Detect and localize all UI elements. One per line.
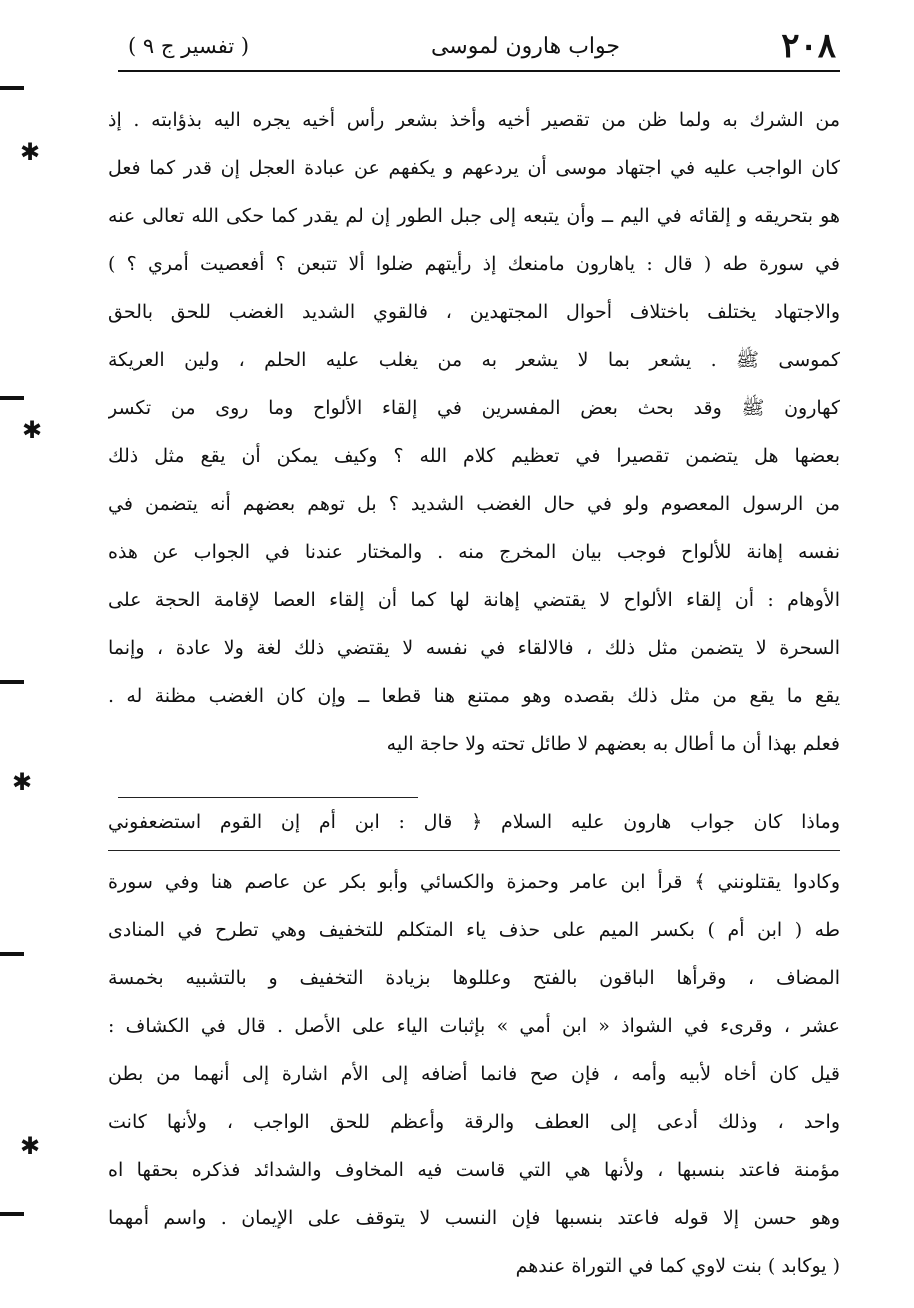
- commentary-section-1: [108, 96, 840, 768]
- text-line: الأوهام : أن إلقاء الألواح لا يقتضي إهانة لها كما أن إلقاء العصا لإقامة الحجة على: [108, 589, 840, 611]
- verse-section: [108, 798, 840, 846]
- margin-mark: [0, 680, 24, 684]
- running-title: جواب هارون لموسى: [430, 34, 620, 59]
- text-line: قيل كان أخاه لأبيه وأمه ، فإن صح فانما أضافه إلى الأم اشارة إلى أنهما من بطن: [108, 1063, 840, 1085]
- page-header: [118, 28, 840, 70]
- commentary-section-2: [108, 858, 840, 1290]
- text-line: السحرة لا يتضمن مثل ذلك ، فالالقاء في نفسه لا يقتضي ذلك لغة ولا عادة ، وإنما: [108, 637, 840, 659]
- text-line: بعضها هل يتضمن تقصيرا في تعظيم كلام الله ؟ وكيف يمكن أن يقع مثل ذلك: [108, 445, 840, 467]
- text-line: في سورة طه ( قال : ياهارون مامنعك إذ رأيتهم ضلوا ألا تتبعن ؟ أفعصيت أمري ؟ ): [108, 253, 840, 275]
- margin-blot: ✱: [12, 768, 33, 796]
- margin-mark: [0, 952, 24, 956]
- margin-mark: [0, 1212, 24, 1216]
- text-line: وكادوا يقتلونني ﴾ قرأ ابن عامر وحمزة والكسائي وأبو بكر عن عاصم هنا وفي سورة: [108, 871, 840, 893]
- margin-blot: ✱: [20, 138, 41, 166]
- text-line: كان الواجب عليه في اجتهاد موسى أن يردعهم و يكفهم عن عبادة العجل إن قدر كما فعل: [108, 157, 840, 179]
- header-rule: [118, 70, 840, 72]
- text-line: هو بتحريقه و إلقائه في اليم ــ وأن يتبعه إلى جبل الطور إن لم يقدر كما حكى الله تعالى عنه: [108, 205, 840, 227]
- section-rule: [108, 850, 840, 851]
- text-line: المضاف ، وقرأها الباقون بالفتح وعللوها بزيادة التخفيف و بالتشبيه بخمسة: [108, 967, 840, 989]
- volume-reference: ( تفسير ج ٩ ): [128, 34, 250, 58]
- margin-blot: ✱: [22, 416, 43, 444]
- text-line: ( يوكابد ) بنت لاوي كما في التوراة عندهم: [515, 1255, 840, 1277]
- text-line: كهارون ﷺ وقد بحث بعض المفسرين في إلقاء الألواح وما روى من تكسر: [108, 397, 840, 419]
- text-line: عشر ، وقرىء في الشواذ « ابن أمي » بإثبات الياء على الأصل . قال في الكشاف :: [108, 1015, 840, 1037]
- text-line: كموسى ﷺ . يشعر بما لا يشعر به من يغلب عليه الحلم ، ولين العريكة: [108, 349, 840, 371]
- page-number: ٢٠٨: [781, 26, 836, 66]
- text-line: واحد ، وذلك أدعى إلى العطف والرقة وأعظم للحق الواجب ، ولأنها كانت: [108, 1111, 840, 1133]
- text-line: من الشرك به ولما ظن من تقصير أخيه وأخذ بشعر رأس أخيه يجره اليه بذؤابته . إذ: [108, 109, 840, 131]
- text-line: مؤمنة فاعتد بنسبها ، ولأنها هي التي قاست فيه المخاوف والشدائد فذكره بحقها اه: [108, 1159, 840, 1181]
- text-line: نفسه إهانة للألواح فوجب بيان المخرج منه . والمختار عندنا في الجواب عن هذه: [108, 541, 840, 563]
- text-line: وهو حسن إلا قوله فاعتد بنسبها فإن النسب لا يتوقف على الإيمان . واسم أمهما: [108, 1207, 840, 1229]
- text-line: من الرسول المعصوم ولو في حال الغضب الشديد ؟ بل توهم بعضهم أنه يتضمن في: [108, 493, 840, 515]
- text-line: والاجتهاد يختلف باختلاف أحوال المجتهدين ، فالقوي الشديد الغضب للحق بالحق: [108, 301, 840, 323]
- margin-mark: [0, 396, 24, 400]
- margin-mark: [0, 86, 24, 90]
- verse-line: وماذا كان جواب هارون عليه السلام ﴿ قال : ابن أم إن القوم استضعفوني: [108, 811, 840, 833]
- text-line: يقع ما يقع من مثل ذلك بقصده وهو ممتنع هنا قطعا ــ وإن كان الغضب مظنة له .: [108, 685, 840, 707]
- margin-blot: ✱: [20, 1132, 41, 1160]
- text-line: فعلم بهذا أن ما أطال به بعضهم لا طائل تحته ولا حاجة اليه: [386, 733, 840, 755]
- text-line: طه ( ابن أم ) بكسر الميم على حذف ياء المتكلم للتخفيف وهي تطرح في المنادى: [108, 919, 840, 941]
